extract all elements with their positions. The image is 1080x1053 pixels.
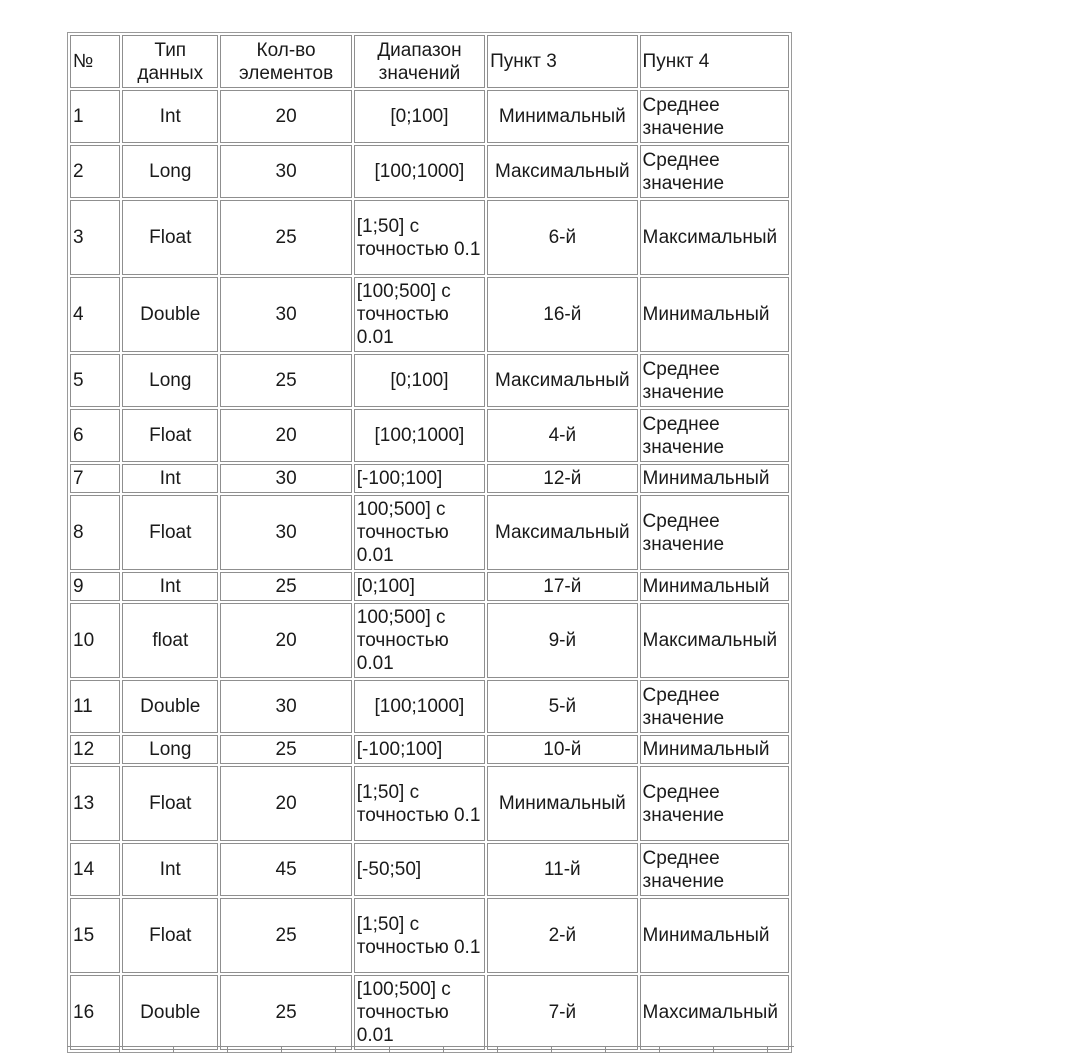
table-row [70, 409, 789, 462]
cell-number: 4 [70, 277, 120, 352]
table-row [70, 572, 789, 601]
cell-item-4: Минимальный [640, 735, 789, 764]
cell-item-4: Максимальный [640, 200, 789, 275]
header-item-4: Пункт 4 [640, 35, 789, 88]
table-row [70, 145, 789, 198]
cell-number: 11 [70, 680, 120, 733]
cell-element-count: 20 [220, 603, 351, 678]
cell-value-range: [100;1000] [354, 680, 485, 733]
cell-item-4: Среднее значение [640, 843, 789, 896]
cell-value-range: 100;500] с точностью 0.01 [354, 603, 485, 678]
cell-data-type: Double [122, 975, 218, 1050]
cell-item-3: Минимальный [487, 766, 637, 841]
table-row [70, 898, 789, 973]
table-row [70, 843, 789, 896]
cell-number: 6 [70, 409, 120, 462]
cell-item-4: Махсимальный [640, 975, 789, 1050]
cell-item-4: Среднее значение [640, 495, 789, 570]
cell-value-range: [-100;100] [354, 735, 485, 764]
cell-item-3: 17-й [487, 572, 637, 601]
cell-item-3: 4-й [487, 409, 637, 462]
cell-value-range: [100;500] с точностью 0.01 [354, 975, 485, 1050]
cell-item-3: 16-й [487, 277, 637, 352]
cell-data-type: float [122, 603, 218, 678]
table-row [70, 680, 789, 733]
cell-item-4: Среднее значение [640, 766, 789, 841]
cell-number: 10 [70, 603, 120, 678]
cell-element-count: 30 [220, 145, 351, 198]
cell-element-count: 25 [220, 735, 351, 764]
cell-item-3: 6-й [487, 200, 637, 275]
table-row [70, 277, 789, 352]
cell-number: 2 [70, 145, 120, 198]
cell-data-type: Float [122, 409, 218, 462]
cell-element-count: 30 [220, 277, 351, 352]
cell-item-3: 9-й [487, 603, 637, 678]
cell-element-count: 25 [220, 975, 351, 1050]
cell-item-4: Минимальный [640, 572, 789, 601]
table-row [70, 495, 789, 570]
cell-data-type: Double [122, 277, 218, 352]
cell-value-range: [0;100] [354, 354, 485, 407]
table-row [70, 354, 789, 407]
cell-data-type: Float [122, 495, 218, 570]
cell-item-4: Среднее значение [640, 90, 789, 143]
table-header-row [70, 35, 789, 88]
cell-item-4: Среднее значение [640, 145, 789, 198]
header-number: № [70, 35, 120, 88]
cell-item-3: Минимальный [487, 90, 637, 143]
cell-element-count: 30 [220, 464, 351, 493]
cell-data-type: Float [122, 766, 218, 841]
cell-item-3: 7-й [487, 975, 637, 1050]
table-row [70, 975, 789, 1050]
cell-data-type: Float [122, 898, 218, 973]
cell-data-type: Long [122, 354, 218, 407]
cell-number: 15 [70, 898, 120, 973]
cell-item-4: Среднее значение [640, 354, 789, 407]
cell-value-range: 100;500] с точностью 0.01 [354, 495, 485, 570]
cell-number: 9 [70, 572, 120, 601]
cell-item-4: Максимальный [640, 603, 789, 678]
cell-item-3: 10-й [487, 735, 637, 764]
table-row [70, 735, 789, 764]
cell-data-type: Double [122, 680, 218, 733]
cell-element-count: 30 [220, 495, 351, 570]
cell-data-type: Long [122, 145, 218, 198]
cell-element-count: 25 [220, 572, 351, 601]
header-element-count: Кол-во элементов [220, 35, 351, 88]
cell-item-3: 11-й [487, 843, 637, 896]
table-row [70, 766, 789, 841]
table-row [70, 200, 789, 275]
table-row [70, 90, 789, 143]
cell-item-3: 5-й [487, 680, 637, 733]
cell-number: 16 [70, 975, 120, 1050]
cell-number: 12 [70, 735, 120, 764]
cell-element-count: 20 [220, 409, 351, 462]
cell-number: 1 [70, 90, 120, 143]
cell-data-type: Int [122, 572, 218, 601]
header-data-type: Тип данных [122, 35, 218, 88]
cell-value-range: [100;1000] [354, 145, 485, 198]
cell-element-count: 30 [220, 680, 351, 733]
cell-value-range: [100;500] с точностью 0.01 [354, 277, 485, 352]
cell-data-type: Float [122, 200, 218, 275]
cell-element-count: 25 [220, 898, 351, 973]
cell-element-count: 45 [220, 843, 351, 896]
cell-value-range: [100;1000] [354, 409, 485, 462]
cell-item-4: Среднее значение [640, 680, 789, 733]
cell-element-count: 25 [220, 354, 351, 407]
cell-item-4: Среднее значение [640, 409, 789, 462]
cell-item-3: Максимальный [487, 354, 637, 407]
cell-number: 13 [70, 766, 120, 841]
cell-data-type: Int [122, 843, 218, 896]
cell-item-4: Минимальный [640, 464, 789, 493]
cell-value-range: [1;50] с точностью 0.1 [354, 766, 485, 841]
cell-value-range: [0;100] [354, 572, 485, 601]
table-row [70, 464, 789, 493]
cell-value-range: [-50;50] [354, 843, 485, 896]
cell-number: 7 [70, 464, 120, 493]
cell-element-count: 25 [220, 200, 351, 275]
header-item-3: Пункт 3 [487, 35, 637, 88]
cell-number: 8 [70, 495, 120, 570]
cell-element-count: 20 [220, 766, 351, 841]
cell-item-3: Максимальный [487, 145, 637, 198]
cell-data-type: Int [122, 90, 218, 143]
cell-value-range: [1;50] с точностью 0.1 [354, 898, 485, 973]
cell-value-range: [-100;100] [354, 464, 485, 493]
cell-item-3: 12-й [487, 464, 637, 493]
cell-item-3: 2-й [487, 898, 637, 973]
cell-data-type: Long [122, 735, 218, 764]
cell-number: 14 [70, 843, 120, 896]
cell-item-3: Максимальный [487, 495, 637, 570]
cell-data-type: Int [122, 464, 218, 493]
cell-number: 3 [70, 200, 120, 275]
cell-value-range: [0;100] [354, 90, 485, 143]
cell-item-4: Минимальный [640, 277, 789, 352]
table-row [70, 603, 789, 678]
cell-item-4: Минимальный [640, 898, 789, 973]
cell-value-range: [1;50] с точностью 0.1 [354, 200, 485, 275]
header-value-range: Диапазон значений [354, 35, 485, 88]
cell-element-count: 20 [220, 90, 351, 143]
cell-number: 5 [70, 354, 120, 407]
variants-table [67, 32, 792, 1053]
